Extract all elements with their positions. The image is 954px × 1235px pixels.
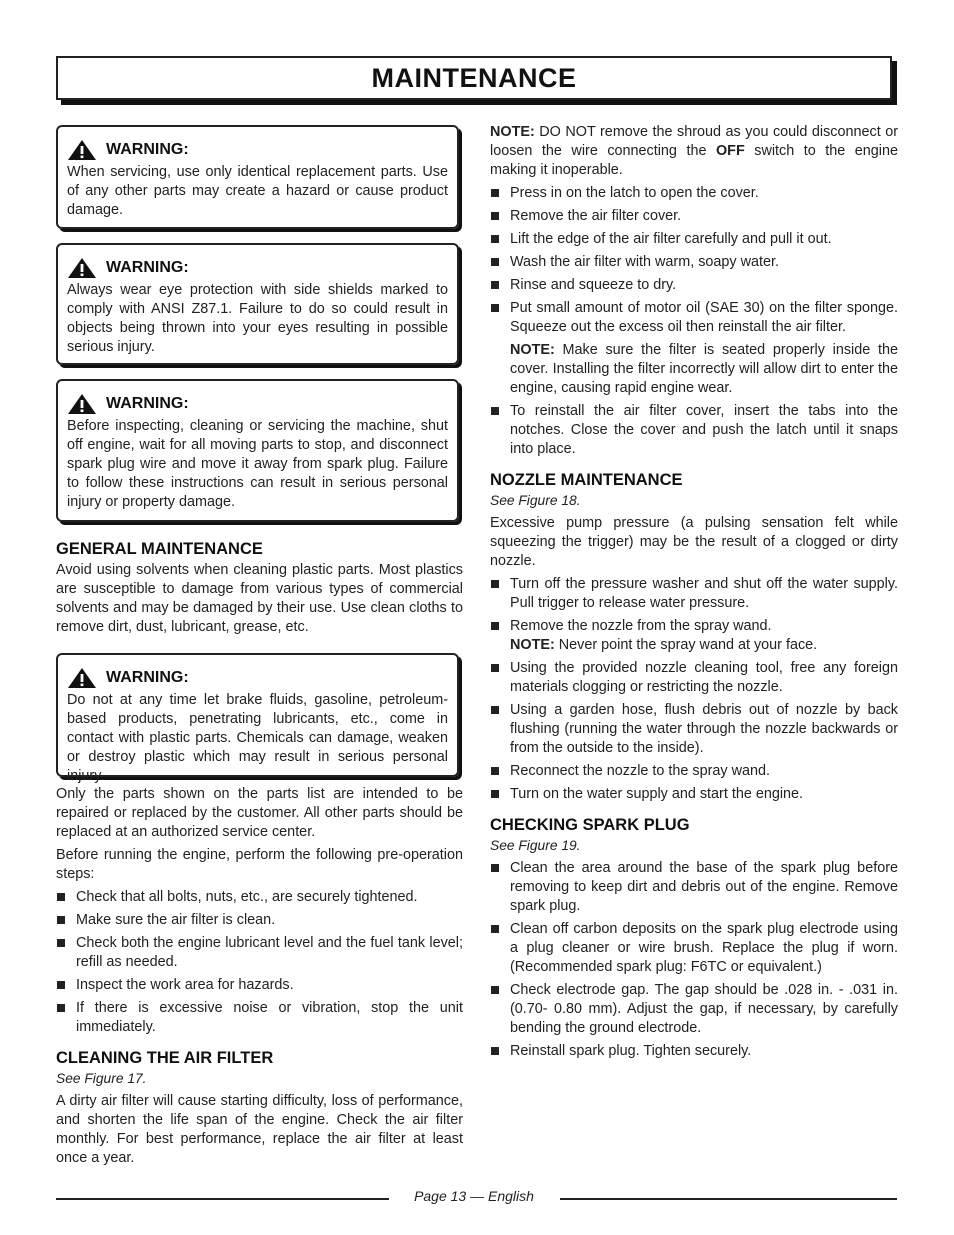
warning-box [56,379,459,522]
warning-text: When servicing, use only identical replacement parts. Use of any other parts may create a hazard or cause product damage. [67,164,448,218]
off-label: OFF [715,143,745,159]
note-label: NOTE: [510,637,555,653]
section-heading: NOZZLE MAINTENANCE [490,471,683,489]
warning-box [56,653,459,784]
parts-text: Only the parts shown on the parts list are intended to be repaired or replaced by the customer. All other parts should be replaced at an authorized service center. [56,786,463,840]
warning-triangle-icon [67,393,97,415]
warning-text: Do not at any time let brake fluids, gasoline, petroleum-based products, penetrating lubricants, etc., come in contact with plastic parts. Chemicals can damage, weaken or destroy plastic which may result in serious personal injury. [67,692,448,784]
list-item: Clean the area around the base of the spark plug before removing to keep dirt and debris out of the engine. Remove spark plug. [490,859,898,916]
list-item: Check both the engine lubricant level and the fuel tank level; refill as needed. [56,934,463,972]
warning-title: WARNING: [106,395,189,412]
warning-title: WARNING: [106,669,189,686]
list-item: Rinse and squeeze to dry. [490,276,898,295]
warning-header [67,257,448,279]
list-item: Using the provided nozzle cleaning tool, free any foreign materials clogging or restricting the nozzle. [490,659,898,697]
warning-header [67,667,448,689]
list-item: Turn off the pressure washer and shut off the water supply. Pull trigger to release water pressure. [490,575,898,613]
note-paragraph [490,123,898,180]
section-heading: GENERAL MAINTENANCE [56,540,263,558]
warning-triangle-icon [67,257,97,279]
body-text: Avoid using solvents when cleaning plastic parts. Most plastics are susceptible to damage from various types of commercial solvents and may be damaged by their use. Use clean cloths to remove dirt, dust, lubricant, grease, etc. [56,562,463,635]
preop-text: Before running the engine, perform the following pre-operation steps: [56,847,463,882]
header-banner [56,56,892,100]
warning-triangle-icon [67,667,97,689]
body-text: Excessive pump pressure (a pulsing sensation felt while squeezing the trigger) may be the result of a clogged or dirty nozzle. [490,515,898,569]
list-item: Clean off carbon deposits on the spark plug electrode using a plug cleaner or wire brush. Replace the plug if worn. (Recommended spark plug: F6TC or equivalent.) [490,920,898,977]
note-text: DO NOT remove the shroud as you could disconnect or loosen the wire connecting the [490,124,898,159]
warning-box [56,125,459,229]
note-text: switch to the engine making it inoperable. [490,143,898,178]
list-item: Remove the air filter cover. [490,207,898,226]
list-item: Wash the air filter with warm, soapy water. [490,253,898,272]
warning-text: Before inspecting, cleaning or servicing the machine, shut off engine, wait for all moving parts to stop, and disconnect spark plug wire and move it away from spark plug. Failure to follow these instructions can result in serious personal injury or property damage. [67,418,448,510]
section-heading: CHECKING SPARK PLUG [490,816,690,834]
nozzle-list [490,575,898,804]
note-paragraph [490,341,898,398]
warning-title: WARNING: [106,259,189,276]
warning-header [67,139,448,161]
figure-reference: See Figure 18. [490,493,581,508]
note-label: NOTE: [510,342,555,358]
list-item-text: Remove the nozzle from the spray wand. [510,618,772,634]
list-item: Press in on the latch to open the cover. [490,184,898,203]
warning-title: WARNING: [106,141,189,158]
figure-reference: See Figure 17. [56,1071,147,1086]
list-item: Inspect the work area for hazards. [56,976,463,995]
list-item: To reinstall the air filter cover, insert the tabs into the notches. Close the cover and push the latch until it snaps into place. [490,402,898,459]
list-item: Using a garden hose, flush debris out of nozzle by back flushing (running the water through the nozzle backwards or from the outside to the inside). [490,701,898,758]
list-item: Turn on the water supply and start the engine. [490,785,898,804]
section-heading: CLEANING THE AIR FILTER [56,1049,274,1067]
note-text: Make sure the filter is seated properly inside the cover. Installing the filter incorrectly will allow dirt to enter the engine, causing rapid engine wear. [510,342,898,396]
warning-box [56,243,459,365]
footer-rule-left [56,1198,389,1200]
left-column [56,125,463,1172]
list-item: Make sure the air filter is clean. [56,911,463,930]
footer-rule-right [560,1198,897,1200]
list-item [490,617,898,655]
warning-header [67,393,448,415]
page-footer: Page 13 — English [414,1188,534,1204]
list-item: If there is excessive noise or vibration, stop the unit immediately. [56,999,463,1037]
warning-triangle-icon [67,139,97,161]
right-column [490,123,898,1065]
spark-plug-list [490,859,898,1061]
page-title: MAINTENANCE [371,62,577,93]
list-item: Lift the edge of the air filter carefully and pull it out. [490,230,898,249]
note-text: Never point the spray wand at your face. [554,637,818,653]
air-filter-list [490,184,898,337]
note-label: NOTE: [490,124,535,140]
preop-list [56,888,463,1037]
warning-text: Always wear eye protection with side shields marked to comply with ANSI Z87.1. Failure to do so could result in objects being thrown into your eyes resulting in possible serious injury. [67,282,448,355]
list-item: Check that all bolts, nuts, etc., are securely tightened. [56,888,463,907]
list-item: Put small amount of motor oil (SAE 30) on the filter sponge. Squeeze out the excess oil then reinstall the air filter. [490,299,898,337]
air-filter-list [490,402,898,459]
body-text: A dirty air filter will cause starting difficulty, loss of performance, and shorten the life span of the engine. Check the air filter monthly. For best performance, replace the air filter at least once a year. [56,1093,463,1166]
list-item: Check electrode gap. The gap should be .028 in. - .031 in. (0.70- 0.80 mm). Adjust the gap, if necessary, by carefully bending the ground electrode. [490,981,898,1038]
list-item: Reinstall spark plug. Tighten securely. [490,1042,898,1061]
list-item: Reconnect the nozzle to the spray wand. [490,762,898,781]
figure-reference: See Figure 19. [490,838,581,853]
